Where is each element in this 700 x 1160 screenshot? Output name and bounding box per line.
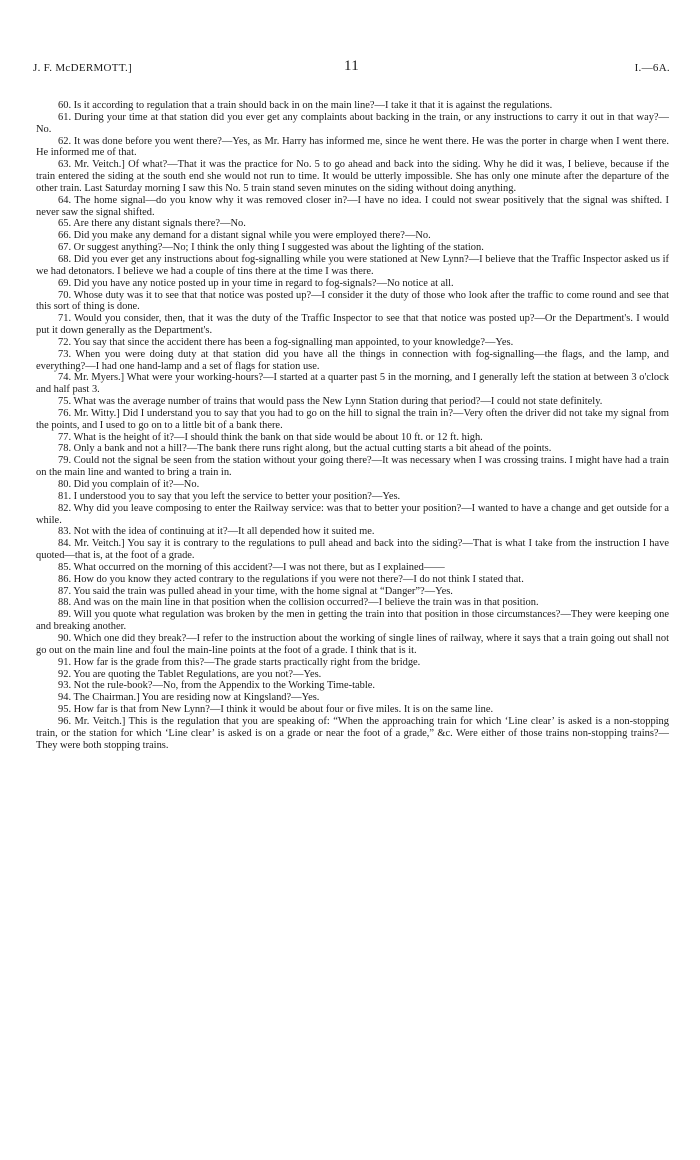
testimony-paragraph: 72. You say that since the accident there has been a fog-signalling man appointed, to your knowledge?—Yes. — [58, 336, 514, 348]
testimony-paragraph: 74. Mr. Myers.] What were your working-hours?—I started at a quarter past 5 in the morning, and I generally left the station at between 3 o'clock and half past 3. — [36, 372, 669, 396]
testimony-paragraph: 80. Did you complain of it?—No. — [58, 479, 200, 490]
document-reference: I.—6A. — [634, 62, 670, 74]
testimony-paragraph: 96. Mr. Veitch.] This is the regulation that you are speaking of: “When the approaching train for which ‘Line clear’ is asked is a non-stopping train, or the station for which ‘Line clear’ is asked is on a grade or near the foot of a grade,” &c. Were either of those trains non-stopping trains?—They were both stopping trains. — [36, 715, 669, 751]
testimony-body — [36, 100, 669, 751]
testimony-paragraph: 68. Did you ever get any instructions about fog-signalling while you were stationed at New Lynn?—I believe that the Traffic Inspector asked us if we had detonators. I believe we had a couple of tins there at the time I was there. — [36, 253, 669, 277]
testimony-paragraph: 84. Mr. Veitch.] You say it is contrary to the regulations to pull ahead and back into the siding?—That is what I take from the instruction I have quoted—that is, at the foot of a grade. — [36, 538, 669, 562]
testimony-paragraph: 85. What occurred on the morning of this accident?—I was not there, but as I explained—— — [58, 561, 445, 573]
testimony-paragraph: 95. How far is that from New Lynn?—I think it would be about four or five miles. It is on the same line. — [58, 704, 494, 716]
testimony-paragraph: 79. Could not the signal be seen from the station without your going there?—It was necessary when I was crossing trains. I might have had a train on the main line and wanted to bring a train in. — [36, 455, 669, 479]
testimony-paragraph: 61. During your time at that station did you ever get any complaints about backing in the train, or any instructions to carry it out in that way?—No. — [36, 111, 669, 135]
page-header — [33, 58, 670, 80]
testimony-paragraph: 82. Why did you leave composing to enter the Railway service: was that to better your position?—I wanted to have a change and get outside for a while. — [36, 502, 669, 526]
testimony-paragraph: 90. Which one did they break?—I refer to the instruction about the working of single lines of railway, where it says that a train going out shall not go out on the main line and foul the main-line points at the foot of a grade. I think that is it. — [36, 632, 669, 656]
testimony-paragraph: 64. The home signal—do you know why it was removed closer in?—I have no idea. I could not swear positively that the signal was shifted. I never saw the signal shifted. — [36, 194, 669, 218]
testimony-paragraph: 70. Whose duty was it to see that that notice was posted up?—I consider it the duty of those who look after the traffic to come round and see that this sort of thing is done. — [36, 289, 669, 313]
testimony-paragraph: 83. Not with the idea of continuing at it?—It all depended how it suited me. — [58, 526, 375, 538]
witness-name: J. F. McDERMOTT.] — [33, 62, 133, 74]
testimony-paragraph: 73. When you were doing duty at that station did you have all the things in connection with fog-signalling—the flags, and the lamp, and everything?—I had one hand-lamp and a set of flags for station use. — [36, 348, 669, 372]
testimony-paragraph: 76. Mr. Witty.] Did I understand you to say that you had to go on the hill to signal the train in?—Very often the driver did not take my signal from the points, and I used to go on to a little bit of a bank there. — [36, 407, 669, 431]
testimony-paragraph: 94. The Chairman.] You are residing now at Kingsland?—Yes. — [58, 692, 320, 704]
testimony-paragraph: 86. How do you know they acted contrary to the regulations if you were not there?—I do not think I stated that. — [58, 573, 524, 585]
testimony-paragraph: 92. You are quoting the Tablet Regulations, are you not?—Yes. — [58, 668, 322, 680]
testimony-paragraph: 81. I understood you to say that you left the service to better your position?—Yes. — [58, 490, 401, 502]
testimony-paragraph: 75. What was the average number of trains that would pass the New Lynn Station during that period?—I could not state definitely. — [58, 396, 603, 408]
testimony-paragraph: 60. Is it according to regulation that a train should back in on the main line?—I take it that it is against the regulations. — [58, 100, 553, 111]
testimony-paragraph: 66. Did you make any demand for a distant signal while you were employed there?—No. — [58, 230, 431, 242]
testimony-paragraph: 91. How far is the grade from this?—The grade starts practically right from the bridge. — [58, 656, 421, 668]
testimony-paragraph: 87. You said the train was pulled ahead in your time, with the home signal at “Danger”?—Yes. — [58, 585, 453, 597]
testimony-paragraph: 93. Not the rule-book?—No, from the Appendix to the Working Time-table. — [58, 680, 375, 692]
testimony-paragraph: 62. It was done before you went there?—Yes, as Mr. Harry has informed me, since he went there. He was the porter in charge when I went there. He informed me of that. — [36, 135, 669, 159]
testimony-paragraph: 88. And was on the main line in that position when the collision occurred?—I believe the train was in that position. — [58, 597, 539, 609]
testimony-paragraph: 65. Are there any distant signals there?—No. — [58, 218, 246, 230]
testimony-paragraph: 89. Will you quote what regulation was broken by the men in getting the train into that position in those circumstances?—They were keeping one and breaking another. — [36, 609, 669, 633]
testimony-paragraph: 69. Did you have any notice posted up in your time in regard to fog-signals?—No notice at all. — [58, 277, 454, 289]
testimony-paragraph: 78. Only a bank and not a hill?—The bank there runs right along, but the actual cutting starts a bit ahead of the points. — [58, 443, 552, 455]
testimony-paragraph: 71. Would you consider, then, that it was the duty of the Traffic Inspector to see that that notice was posted up?—Or the Department's. I would put it down generally as the Department's. — [36, 313, 669, 337]
testimony-paragraph: 63. Mr. Veitch.] Of what?—That it was the practice for No. 5 to go ahead and back into the siding. Why he did it was, I believe, because if the train entered the siding at the south end she would not run to time. It would be utterly impossible. She has only one minute after the departure of the other train. Last Saturday morning I saw this No. 5 train stand seven minutes on the siding without doing anything. — [36, 159, 669, 194]
testimony-paragraph: 67. Or suggest anything?—No; I think the only thing I suggested was about the lighting of the station. — [58, 242, 484, 254]
page-number: 11 — [343, 58, 360, 74]
testimony-paragraph: 77. What is the height of it?—I should think the bank on that side would be about 10 ft. or 12 ft. high. — [58, 431, 483, 443]
